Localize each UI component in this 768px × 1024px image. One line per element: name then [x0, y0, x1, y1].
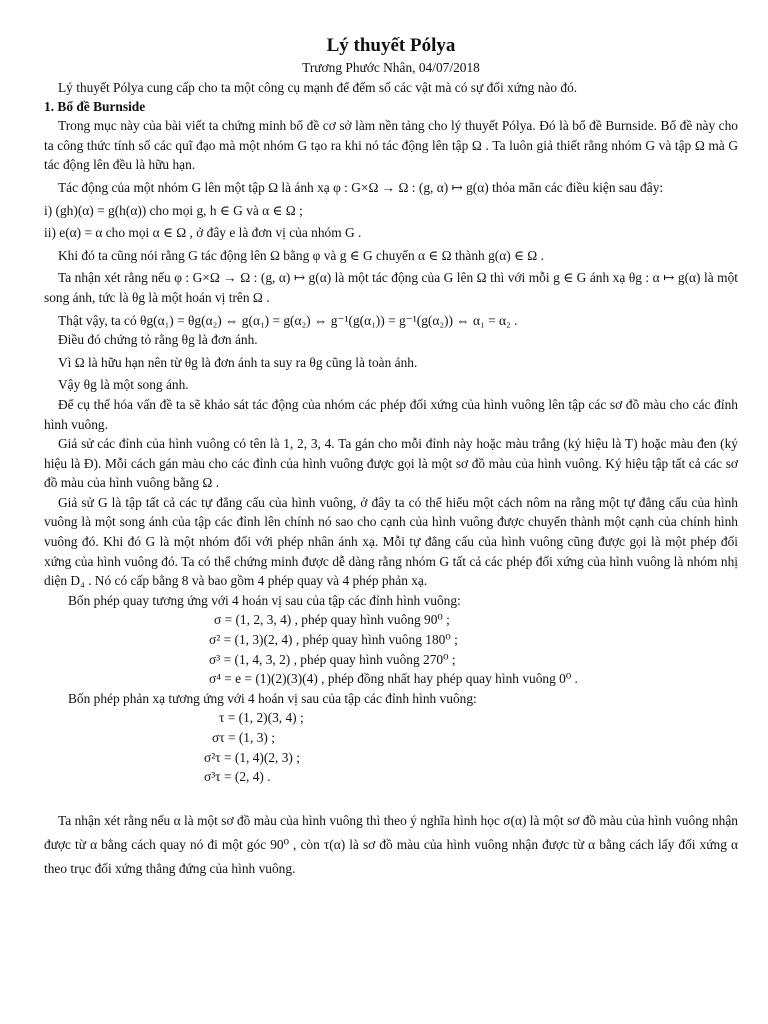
- rotations-intro: Bốn phép quay tương ứng với 4 hoán vị sau của tập các đỉnh hình vuông:: [68, 592, 461, 608]
- rotation-3: σ³ = (1, 4, 3, 2) , phép quay hình vuông 270⁰ ;: [209, 651, 456, 667]
- paragraph-3: Khi đó ta cũng nói rằng G tác động lên Ω bằng φ và g ∈ G chuyển α ∈ Ω thành g(α) ∈ Ω .: [58, 247, 544, 263]
- paragraph-8: Vậy θg là một song ánh.: [58, 377, 189, 393]
- reflections-intro: Bốn phép phản xạ tương ứng với 4 hoán vị sau của tập các đỉnh hình vuông:: [68, 690, 477, 706]
- paragraph-4: Ta nhận xét rằng nếu φ : G×Ω → Ω : (g, α) ↦ g(α) là một tác động của G lên Ω thì với mỗi g ∈ G ánh xạ θg : α ↦ g(α) là một song ánh, tức là θg là một hoán vị trên Ω .: [44, 270, 738, 305]
- intro-paragraph: Lý thuyết Pólya cung cấp cho ta một công cụ mạnh để đếm số các vật mà có sự đối xứng nào đó.: [58, 79, 578, 95]
- reflection-2: στ = (1, 3) ;: [212, 730, 275, 745]
- reflection-3: σ²τ = (1, 4)(2, 3) ;: [204, 749, 300, 765]
- paragraph-9: Để cụ thể hóa vấn đề ta sẽ khảo sát tác động của nhóm các phép đối xứng của hình vuông lên tập các sơ đồ màu cho các đỉnh hình vuông.: [44, 396, 738, 432]
- rotation-1: σ = (1, 2, 3, 4) , phép quay hình vuông 90⁰ ;: [214, 612, 450, 628]
- paragraph-10: Giả sử các đỉnh của hình vuông có tên là 1, 2, 3, 4. Ta gán cho mỗi đỉnh này hoặc màu trắng (ký hiệu là T) hoặc màu đen (ký hiệu là Đ). Mỗi cách gán màu cho các đỉnh của hình vuông được gọi là một sơ đồ màu của hình vuông. Ký hiệu tập tất cả các sơ đồ màu của hình vuông bằng Ω .: [44, 436, 738, 491]
- rotation-2: σ² = (1, 3)(2, 4) , phép quay hình vuông 180⁰ ;: [209, 632, 458, 648]
- paragraph-6: Điều đó chứng tỏ rằng θg là đơn ánh.: [58, 332, 258, 348]
- condition-i: i) (gh)(α) = g(h(α)) cho mọi g, h ∈ G và α ∈ Ω ;: [44, 202, 303, 218]
- reflection-1: τ = (1, 2)(3, 4) ;: [219, 710, 304, 726]
- paragraph-7: Vì Ω là hữu hạn nên từ θg là đơn ánh ta suy ra θg cũng là toàn ánh.: [58, 354, 418, 370]
- paragraph-12: Ta nhận xét rằng nếu α là một sơ đồ màu của hình vuông thì theo ý nghĩa hình học σ(α) là một sơ đồ màu của hình vuông nhận được từ α bằng cách quay nó đi một góc 90⁰ , còn τ(α) là sơ đồ màu của hình vuông nhận được từ α bằng cách lấy đối xứng α theo trục đối xứng thẳng đứng của hình vuông.: [44, 812, 738, 876]
- rotation-4: σ⁴ = e = (1)(2)(3)(4) , phép đồng nhất hay phép quay hình vuông 0⁰ .: [209, 671, 578, 687]
- paragraph-1: Trong mục này của bài viết ta chứng minh bổ đề cơ sở làm nền tảng cho lý thuyết Pólya. Đó là bổ đề Burnside. Bổ đề này cho ta công thức tính số các quĩ đạo mà một nhóm G tạo ra khi nó tác động lên tập Ω . Ta luôn giả thiết rằng nhóm G và tập Ω mà G tác động lên đều là hữu hạn.: [44, 118, 738, 173]
- paragraph-2: Tác động của một nhóm G lên một tập Ω là ánh xạ φ : G×Ω → Ω : (g, α) ↦ g(α) thỏa mãn các điều kiện sau đây:: [58, 179, 664, 195]
- document-title: Lý thuyết Pólya: [326, 35, 456, 56]
- paragraph-5: Thật vậy, ta có θg(α₁) = θg(α₂) ⇔ g(α₁) = g(α₂) ⇔ g⁻¹(g(α₁)) = g⁻¹(g(α₂)) ⇔ α₁ = α₂ .: [58, 312, 518, 328]
- reflection-4: σ³τ = (2, 4) .: [204, 769, 271, 785]
- author-line: Trương Phước Nhân, 04/07/2018: [302, 60, 480, 75]
- section-heading-burnside: 1. Bổ đề Burnside: [44, 99, 146, 115]
- condition-ii: ii) e(α) = α cho mọi α ∈ Ω , ở đây e là đơn vị của nhóm G .: [44, 225, 362, 241]
- paragraph-11: Giả sử G là tập tất cả các tự đẳng cấu của hình vuông, ở đây ta có thể hiểu một cách nôm na rằng một tự đẳng cấu của hình vuông là một song ánh của tập các đỉnh lên chính nó sao cho cạnh của hình vuông được chuyển thành một cạnh của chính hình vuông đó. Khi đó G là một nhóm đối với phép nhân ánh xạ. Mỗi tự đẳng cấu của hình vuông cũng được gọi là một phép đối xứng của hình vuông đó. Ta có thể chứng minh được dễ dàng rằng nhóm G tất cả các phép đối xứng của hình vuông là nhóm nhị diện D₄ . Nó có cấp bằng 8 và bao gồm 4 phép quay và 4 phép phản xạ.: [44, 494, 738, 589]
